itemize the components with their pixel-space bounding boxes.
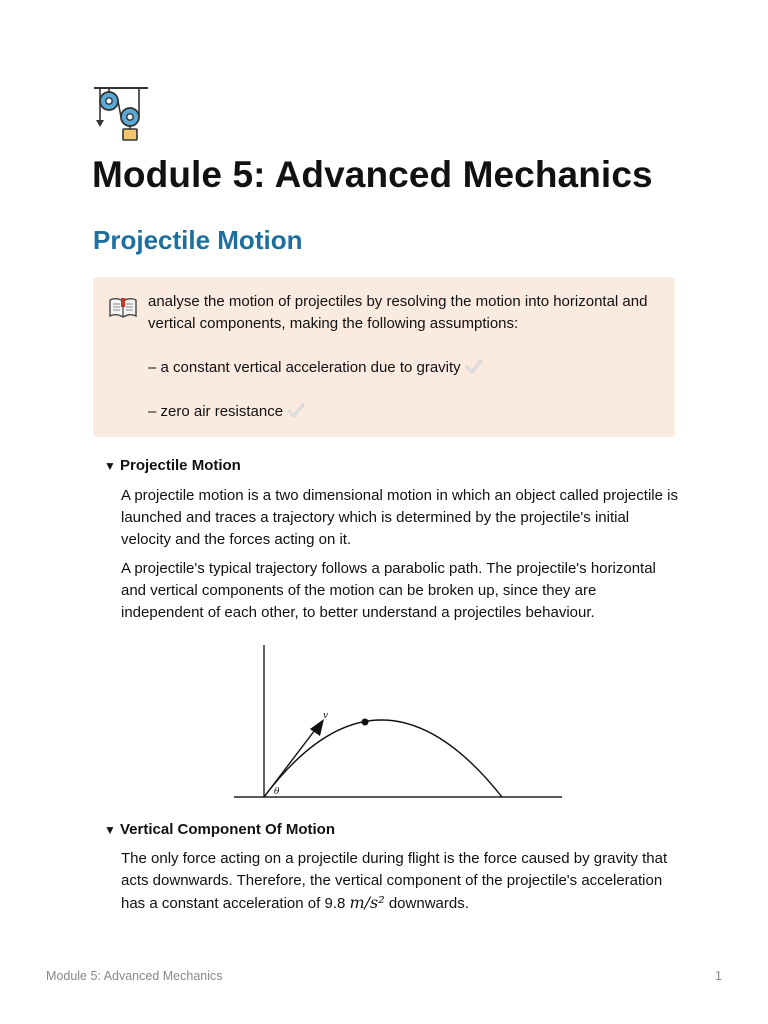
projectile-trajectory-diagram [232, 643, 564, 803]
assumption-text: – zero air resistance [148, 403, 284, 420]
angle-label: θ [274, 787, 280, 797]
toggle-title: Vertical Component Of Motion [120, 821, 336, 838]
paragraph [121, 848, 681, 915]
toggle-title: Projectile Motion [120, 457, 241, 474]
apex-point [362, 719, 369, 726]
book-icon [108, 296, 138, 320]
velocity-vector [264, 726, 318, 797]
paragraph: A projectile motion is a two dimensional motion in which an object called projectile is launched and traces a trajectory which is determined by the projectile's initial velocity and the forces acting on it. [121, 487, 678, 548]
checkmark-icon [287, 403, 305, 419]
trajectory-curve [264, 720, 502, 797]
triangle-down-icon[interactable]: ▼ [104, 823, 116, 837]
assumption-item [148, 401, 658, 423]
page-title: Module 5: Advanced Mechanics [92, 154, 653, 195]
assumption-item [148, 357, 658, 379]
section-heading: Projectile Motion [93, 225, 303, 255]
paragraph-text: The only force acting on a projectile during flight is the force caused by gravity that acts downwards. Therefore, the vertical component of the projectile's acceleration has a constant acceleration of 9.8 [121, 850, 668, 912]
toggle-vertical-component[interactable] [104, 821, 335, 838]
callout-intro: analyse the motion of projectiles by resolving the motion into horizontal and vertical components, making the following assumptions: [148, 293, 648, 332]
assumption-text: – a constant vertical acceleration due to gravity [148, 359, 461, 376]
pulley-logo-icon [92, 86, 150, 142]
toggle-projectile-motion[interactable] [104, 457, 241, 474]
footer-label: Module 5: Advanced Mechanics [46, 969, 223, 983]
paragraph: A projectile's typical trajectory follows a parabolic path. The projectile's horizontal and vertical components of the motion can be broken up, since they are independent of each other, to better understand a projectiles behaviour. [121, 560, 656, 621]
checkmark-icon [465, 359, 483, 375]
paragraph-text: downwards. [388, 895, 469, 912]
triangle-down-icon[interactable]: ▼ [104, 459, 116, 473]
syllabus-callout [93, 277, 675, 437]
math-units: m/s² [349, 893, 385, 912]
page-number: 1 [715, 969, 722, 983]
velocity-label: v [323, 711, 329, 721]
